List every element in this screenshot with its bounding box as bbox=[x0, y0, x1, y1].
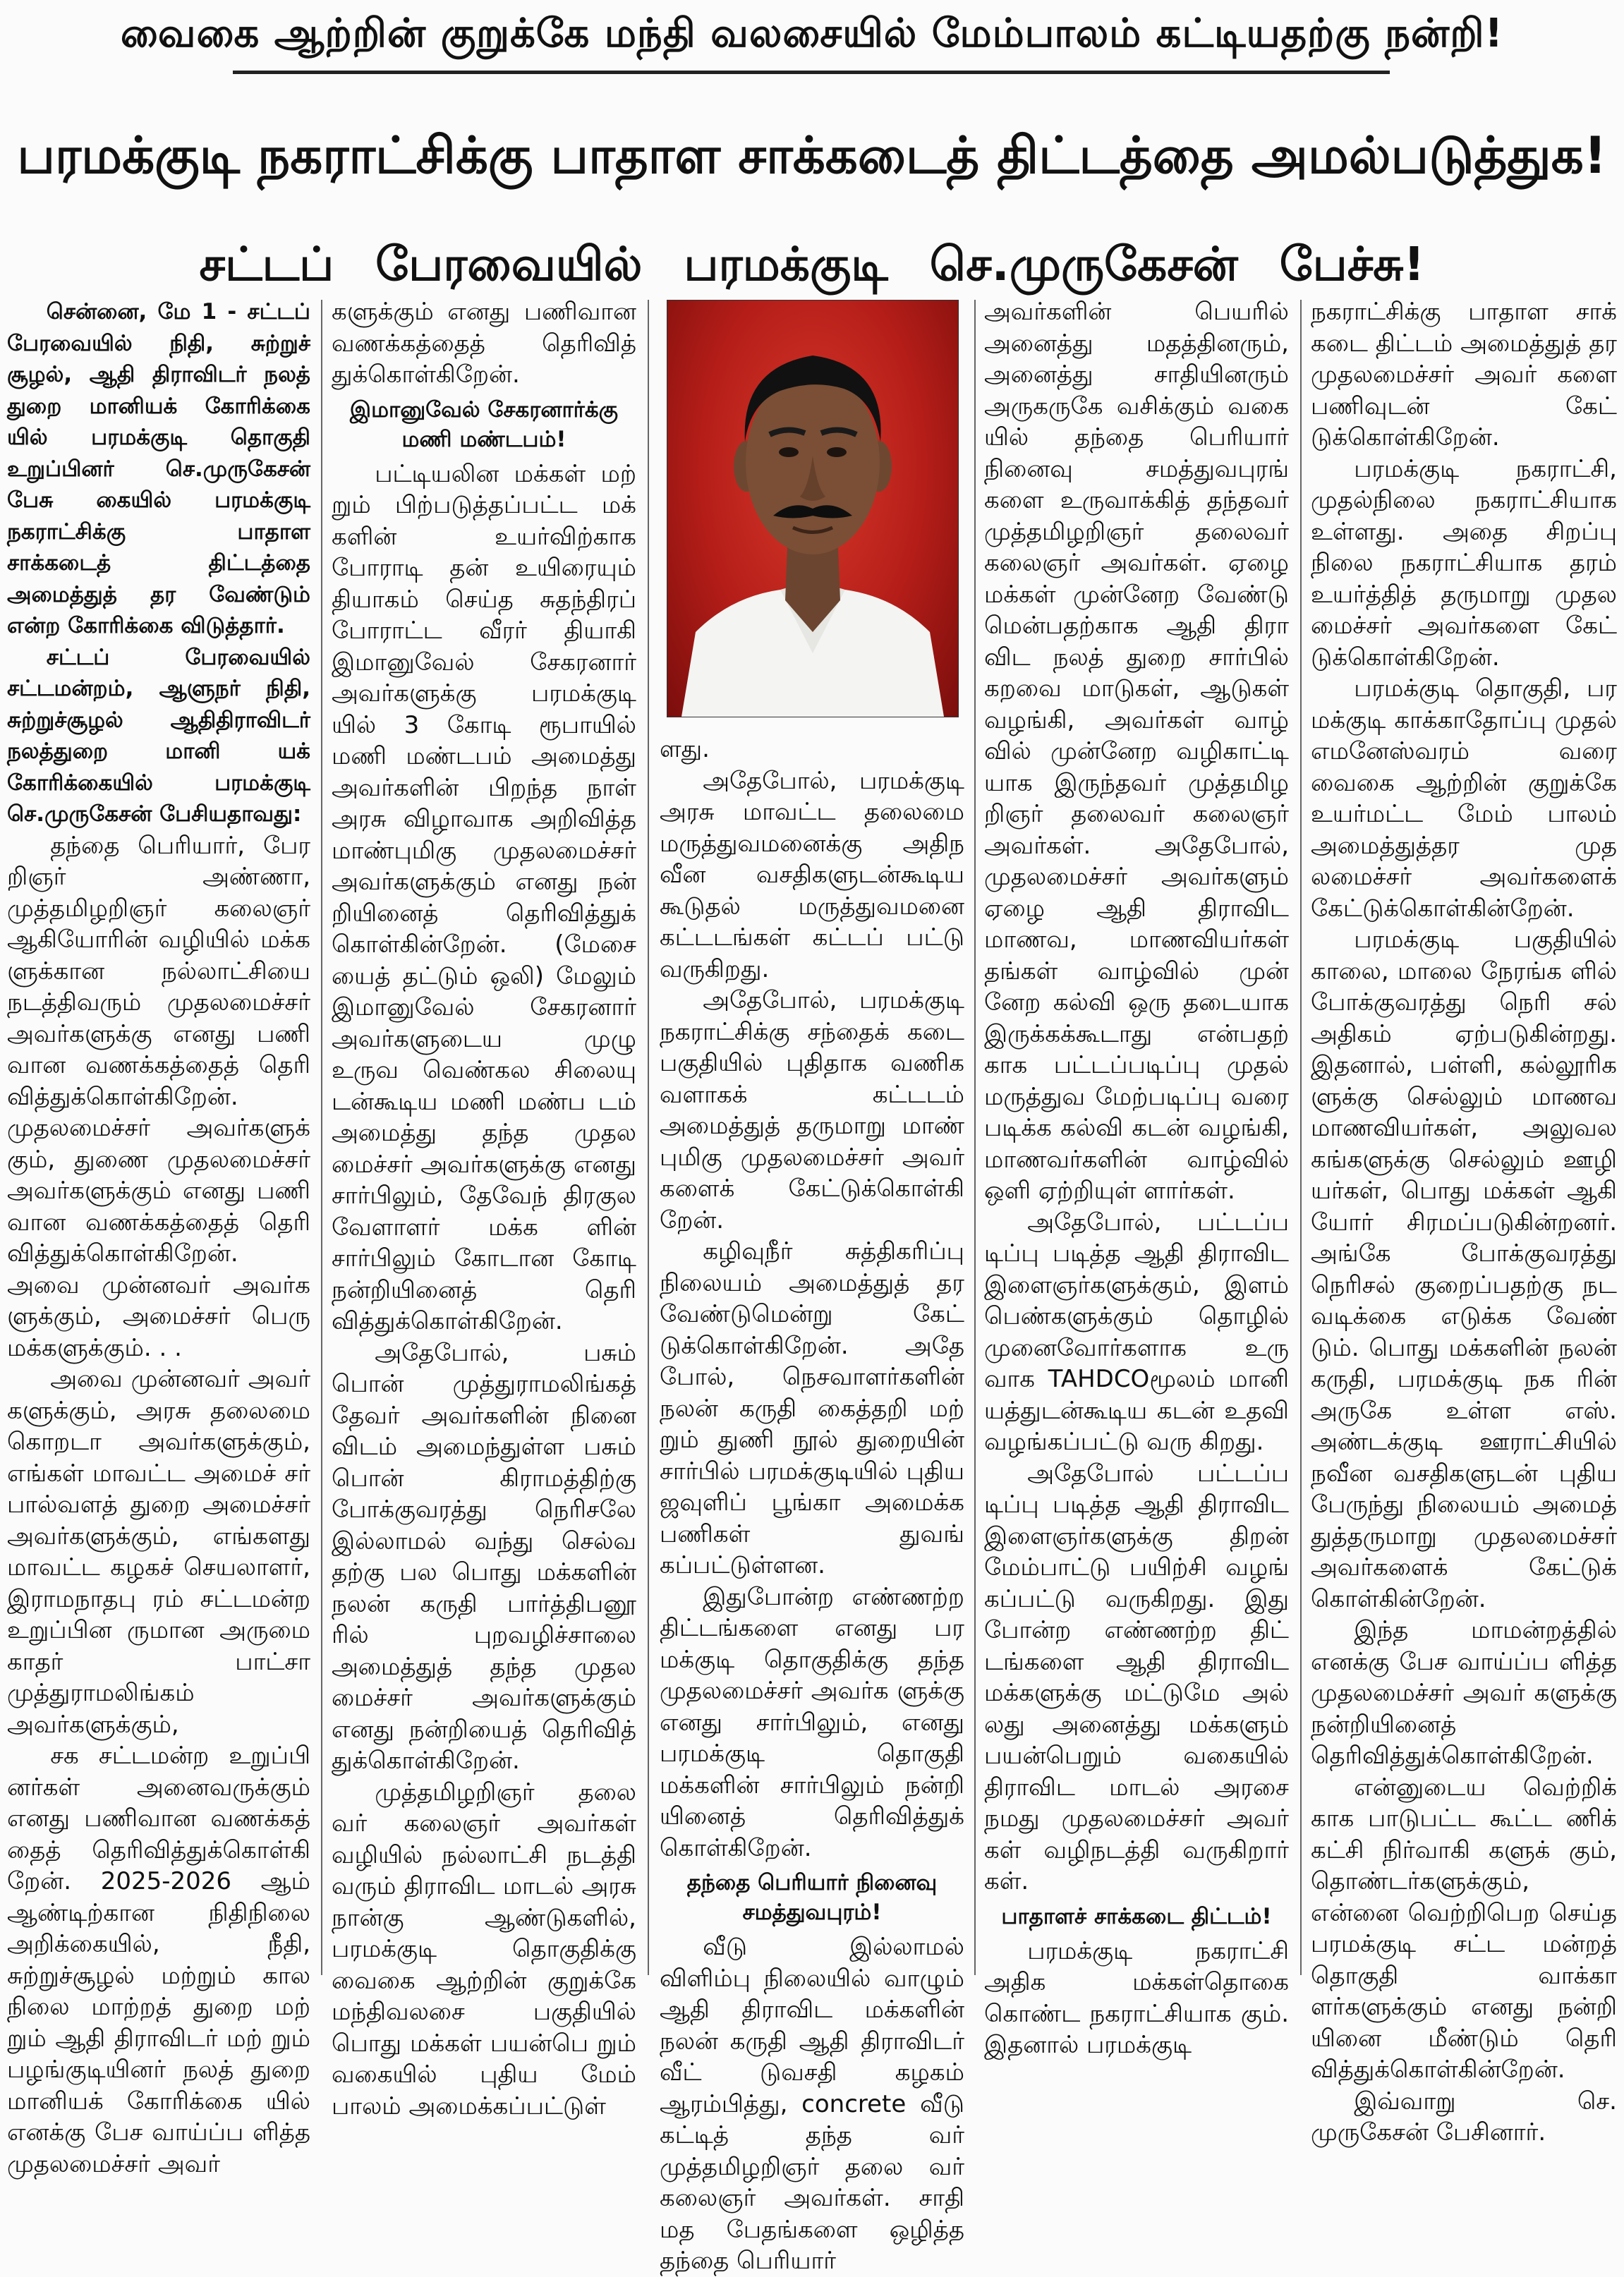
article-column-1 bbox=[7, 296, 310, 2178]
body-paragraph: பரமக்குடி தொகுதி, பர மக்குடி காக்காதோப்பு முதல் எமனேஸ்வரம் வரை வைகை ஆற்றின் குறுக்கே உயர்மட்ட மேம் பாலம் அமைத்துத்தர முத லமைச்சர் அவர்களைக் கேட்டுக்கொள்கின்றேன். bbox=[1311, 674, 1617, 923]
body-paragraph: பரமக்குடி நகராட்சி, முதல்நிலை நகராட்சியாக உள்ளது. அதை சிறப்பு நிலை நகராட்சியாக தரம் உயர்த்தித் தருமாறு முதல மைச்சர் அவர்களை கேட் டுக்கொள்கிறேன். bbox=[1311, 454, 1617, 672]
lead-paragraph-2: சட்டப் பேரவையில் சட்டமன்றம், ஆளுநர் நிதி, சுற்றுச்சூழல் ஆதிதிராவிடர் நலத்துறை மானி யக் கோரிக்கையில் பரமக்குடி செ.முருகேசன் பேசியதாவது: bbox=[7, 644, 310, 827]
sub-headline: சட்டப் பேரவையில் பரமக்குடி செ.முருகேசன் பேச்சு! bbox=[199, 237, 1425, 291]
body-paragraph: வீடு இல்லாமல் விளிம்பு நிலையில் வாழும் ஆதி திராவிட மக்களின் நலன் கருதி ஆதி திராவிடர் வீட் டுவசதி கழகம் ஆரம்பித்து, concrete வீடு கட்டித் தந்த வர் முத்தமிழறிஞர் தலை வர் கலைஞர் அவர்கள். சாதி மத பேதங்களை ஒழித்த தந்தை பெரியார் bbox=[660, 1933, 964, 2275]
column-divider bbox=[974, 300, 976, 1975]
body-paragraph: அதேபோல், பசும் பொன் முத்துராமலிங்கத் தேவர் அவர்களின் நினை விடம் அமைந்துள்ள பசும் பொன் கிராமத்திற்கு போக்குவரத்து நெரிசலே இல்லாமல் வந்து செல்வ தற்கு பல பொது மக்களின் நலன் கருதி பார்த்திபனூ ரில் புறவழிச்சாலை அமைத்துத் தந்த முதல மைச்சர் அவர்களுக்கும் எனது நன்றியைத் தெரிவித் துக்கொள்கிறேன். bbox=[332, 1338, 636, 1775]
body-paragraph: பரமக்குடி நகராட்சி அதிக மக்கள்தொகை கொண்ட நகராட்சியாக கும். இதனால் பரமக்குடி bbox=[984, 1936, 1289, 2059]
body-paragraph: அதேபோல் பட்டப்ப டிப்பு படித்த ஆதி திராவிட இளைஞர்களுக்கு திறன் மேம்பாட்டு பயிற்சி வழங் கப்பட்டு வருகிறது. இது போன்ற எண்ணற்ற திட் டங்களை ஆதி திராவிட மக்களுக்கு மட்டுமே அல் லது அனைத்து மக்களும் பயன்பெறும் வகையில் திராவிட மாடல் அரசை நமது முதலமைச்சர் அவர் கள் வழிநடத்தி வருகிறார் கள். bbox=[984, 1459, 1289, 1895]
kicker-rule bbox=[233, 71, 1390, 74]
body-paragraph: தந்தை பெரியார், பேர றிஞர் அண்ணா, முத்தமிழறிஞர் கலைஞர் ஆகியோரின் வழியில் மக்க ளுக்கான நல்லாட்சியை நடத்திவரும் முதலமைச்சர் அவர்களுக்கு எனது பணி வான வணக்கத்தைத் தெரி வித்துக்கொள்கிறேன். முதலமைச்சர் அவர்களுக் கும், துணை முதலமைச்சர் அவர்களுக்கும் எனது பணி வான வணக்கத்தைத் தெரி வித்துக்கொள்கிறேன். அவை முன்னவர் அவர்க ளுக்கும், அமைச்சர் பெரு மக்களுக்கும். . . bbox=[7, 831, 310, 1362]
article-column-4 bbox=[984, 296, 1289, 2059]
column-divider bbox=[648, 300, 649, 1975]
portrait-illustration bbox=[667, 300, 958, 717]
body-paragraph: பட்டியலின மக்கள் மற் றும் பிற்படுத்தப்பட்ட மக் களின் உயர்விற்காக போராடி தன் உயிரையும் தியாகம் செய்த சுதந்திரப் போராட்ட வீரர் தியாகி இமானுவேல் சேகரனார் அவர்களுக்கு பரமக்குடி யில் 3 கோடி ரூபாயில் மணி மண்டபம் அமைத்து அவர்களின் பிறந்த நாள் அரசு விழாவாக அறிவித்த மாண்புமிகு முதலமைச்சர் அவர்களுக்கும் எனது நன் றியினைத் தெரிவித்துக் கொள்கின்றேன். (மேசை யைத் தட்டும் ஒலி) மேலும் இமானுவேல் சேகரனார் அவர்களுடைய முழு உருவ வெண்கல சிலையு டன்கூடிய மணி மண்ப டம் அமைத்து தந்த முதல மைச்சர் அவர்களுக்கு எனது சார்பிலும், தேவேந் திரகுல வேளாளர் மக்க ளின் சார்பிலும் கோடான கோடி நன்றியினைத் தெரி வித்துக்கொள்கிறேன். bbox=[332, 459, 636, 1335]
article-column-2 bbox=[332, 296, 636, 2120]
body-paragraph: இதுபோன்ற எண்ணற்ற திட்டங்களை எனது பர மக்குடி தொகுதிக்கு தந்த முதலமைச்சர் அவர்க ளுக்கு எனது சார்பிலும், எனது பரமக்குடி தொகுதி மக்களின் சார்பிலும் நன்றி யினைத் தெரிவித்துக் கொள்கிறேன். bbox=[660, 1582, 964, 1862]
article-column-3 bbox=[660, 734, 964, 2275]
lead-paragraph bbox=[7, 296, 310, 830]
kicker-headline: வைகை ஆற்றின் குறுக்கே மந்தி வலசையில் மேம்பாலம் கட்டியதற்கு நன்றி! bbox=[120, 11, 1504, 56]
body-paragraph: பரமக்குடி பகுதியில் காலை, மாலை நேரங்க ளில் போக்குவரத்து நெரி சல் அதிகம் ஏற்படுகின்றது. இதனால், பள்ளி, கல்லூரிக ளுக்கு செல்லும் மாணவ மாணவியர்கள், அலுவல கங்களுக்கு செல்லும் ஊழி யர்கள், பொது மக்கள் ஆகி யோர் சிரமப்படுகின்றனர். அங்கே போக்குவரத்து நெரிசல் குறைப்பதற்கு நட வடிக்கை எடுக்க வேண் டும். பொது மக்களின் நலன் கருதி, பரமக்குடி நக ரின் அருகே உள்ள எஸ். அண்டக்குடி ஊராட்சியில் நவீன வசதிகளுடன் புதிய பேருந்து நிலையம் அமைத் துத்தருமாறு முதலமைச்சர் அவர்களைக் கேட்டுக் கொள்கின்றேன். bbox=[1311, 925, 1617, 1613]
body-paragraph: சக சட்டமன்ற உறுப்பி னர்கள் அனைவருக்கும் எனது பணிவான வணக்கத் தைத் தெரிவித்துக்கொள்கி றேன். 2025-2026 ஆம் ஆண்டிற்கான நிதிநிலை அறிக்கையில், நீதி, சுற்றுச்சூழல் மற்றும் கால நிலை மாற்றத் துறை மற் றும் ஆதி திராவிடர் மற் றும் பழங்குடியினர் நலத் துறை மானியக் கோரிக்கை யில் எனக்கு பேச வாய்ப்ப ளித்த முதலமைச்சர் அவர் bbox=[7, 1742, 310, 2178]
body-paragraph: அதேபோல், பரமக்குடி அரசு மாவட்ட தலைமை மருத்துவமனைக்கு அதிந வீன வசதிகளுடன்கூடிய கூடுதல் மருத்துவமனை கட்டடங்கள் கட்டப் பட்டு வருகிறது. bbox=[660, 766, 964, 983]
body-paragraph: இந்த மாமன்றத்தில் எனக்கு பேச வாய்ப்ப ளித்த முதலமைச்சர் அவர் களுக்கு நன்றியினைத் தெரிவித்துக்கொள்கிறேன். bbox=[1311, 1616, 1617, 1770]
article-column-5 bbox=[1311, 296, 1617, 2147]
column-divider bbox=[1300, 300, 1302, 1975]
closing-paragraph: இவ்வாறு செ. முருகேசன் பேசினார். bbox=[1311, 2087, 1617, 2147]
body-paragraph: முத்தமிழறிஞர் தலை வர் கலைஞர் அவர்கள் வழியில் நல்லாட்சி நடத்தி வரும் திராவிட மாடல் அரசு நான்கு ஆண்டுகளில், பரமக்குடி தொகுதிக்கு வைகை ஆற்றின் குறுக்கே மந்திவலசை பகுதியில் பொது மக்கள் பயன்பெ றும் வகையில் புதிய மேம் பாலம் அமைக்கப்பட்டுள் bbox=[332, 1778, 636, 2120]
body-paragraph: களுக்கும் எனது பணிவான வணக்கத்தைத் தெரிவித் துக்கொள்கிறேன். bbox=[332, 298, 636, 389]
main-headline: பரமக்குடி நகராட்சிக்கு பாதாள சாக்கடைத் திட்டத்தை அமல்படுத்துக! bbox=[17, 126, 1607, 185]
body-paragraph: ளது. bbox=[660, 735, 710, 763]
section-subheading: தந்தை பெரியார் நினைவு சமத்துவபுரம்! bbox=[686, 1870, 938, 1925]
body-paragraph: நகராட்சிக்கு பாதாள சாக் கடை திட்டம் அமைத்துத் தர முதலமைச்சர் அவர் களை பணிவுடன் கேட் டுக்கொள்கிறேன். bbox=[1311, 298, 1617, 451]
body-paragraph: அவர்களின் பெயரில் அனைத்து மதத்தினரும், அனைத்து சாதியினரும் அருகருகே வசிக்கும் வகை யில் தந்தை பெரியார் நினைவு சமத்துவபுரங் களை உருவாக்கித் தந்தவர் முத்தமிழறிஞர் தலைவர் கலைஞர் அவர்கள். ஏழை மக்கள் முன்னேற வேண்டு மென்பதற்காக ஆதி திரா விட நலத் துறை சார்பில் கறவை மாடுகள், ஆடுகள் வழங்கி, அவர்கள் வாழ் வில் முன்னேற வழிகாட்டி யாக இருந்தவர் முத்தமிழ றிஞர் தலைவர் கலைஞர் அவர்கள். அதேபோல், முதலமைச்சர் அவர்களும் ஏழை ஆதி திராவிட மாணவ, மாணவியர்கள் தங்கள் வாழ்வில் முன் னேற கல்வி ஒரு தடையாக இருக்கக்கூடாது என்பதற் காக பட்டப்படிப்பு முதல் மருத்துவ மேற்படிப்பு வரை படிக்க கல்வி கடன் வழங்கி, மாணவர்களின் வாழ்வில் ஒளி ஏற்றியுள் ளார்கள். bbox=[984, 298, 1289, 1205]
body-paragraph: அதேபோல், பரமக்குடி நகராட்சிக்கு சந்தைக் கடை பகுதியில் புதிதாக வணிக வளாகக் கட்டடம் அமைத்துத் தருமாறு மாண் புமிகு முதலமைச்சர் அவர் களைக் கேட்டுக்கொள்கி றேன். bbox=[660, 986, 964, 1234]
body-paragraph: அதேபோல், பட்டப்ப டிப்பு படித்த ஆதி திராவிட இளைஞர்களுக்கும், இளம் பெண்களுக்கும் தொழில் முனைவோர்களாக உரு வாக TAHDCOமூலம் மானி யத்துடன்கூடிய கடன் உதவி வழங்கப்பட்டு வரு கிறது. bbox=[984, 1208, 1289, 1456]
section-subheading: இமானுவேல் சேகரனார்க்கு மணி மண்டபம்! bbox=[349, 396, 619, 452]
section-subheading: பாதாளச் சாக்கடை திட்டம்! bbox=[1001, 1903, 1272, 1929]
body-paragraph: கழிவுநீர் சுத்திகரிப்பு நிலையம் அமைத்துத் தர வேண்டுமென்று கேட் டுக்கொள்கிறேன். அதே போல், நெசவாளர்களின் நலன் கருதி கைத்தறி மற் றும் துணி நூல் துறையின் சார்பில் பரமக்குடியில் புதிய ஜவுளிப் பூங்கா அமைக்க பணிகள் துவங் கப்பட்டுள்ளன. bbox=[660, 1237, 964, 1579]
body-paragraph: என்னுடைய வெற்றிக் காக பாடுபட்ட கூட்ட ணிக் கட்சி நிர்வாகி களுக் கும், தொண்டர்களுக்கும், என்னை வெற்றிபெற செய்த பரமக்குடி சட்ட மன்றத் தொகுதி வாக்கா ளர்களுக்கும் எனது நன்றி யினை மீண்டும் தெரி வித்துக்கொள்கின்றேன். bbox=[1311, 1773, 1617, 2084]
portrait-photo bbox=[667, 300, 959, 717]
body-paragraph: அவை முன்னவர் அவர் களுக்கும், அரசு தலைமை கொறடா அவர்களுக்கும், எங்கள் மாவட்ட அமைச் சர் பால்வளத் துறை அமைச்சர் அவர்களுக்கும், எங்களது மாவட்ட கழகச் செயலாளர், இராமநாதபு ரம் சட்டமன்ற உறுப்பின ருமான அருமை காதர் பாட்சா முத்துராமலிங்கம் அவர்களுக்கும், bbox=[7, 1365, 310, 1739]
column-divider bbox=[321, 300, 322, 1975]
dateline-paragraph: சென்னை, மே 1 - சட்டப் பேரவையில் நிதி, சுற்றுச் சூழல், ஆதி திராவிடர் நலத் துறை மானியக் கோரிக்கை யில் பரமக்குடி தொகுதி உறுப்பினர் செ.முருகேசன் பேசு கையில் பரமக்குடி நகராட்சிக்கு பாதாள சாக்கடைத் திட்டத்தை அமைத்துத் தர வேண்டும் என்ற கோரிக்கை விடுத்தார். bbox=[7, 299, 310, 638]
